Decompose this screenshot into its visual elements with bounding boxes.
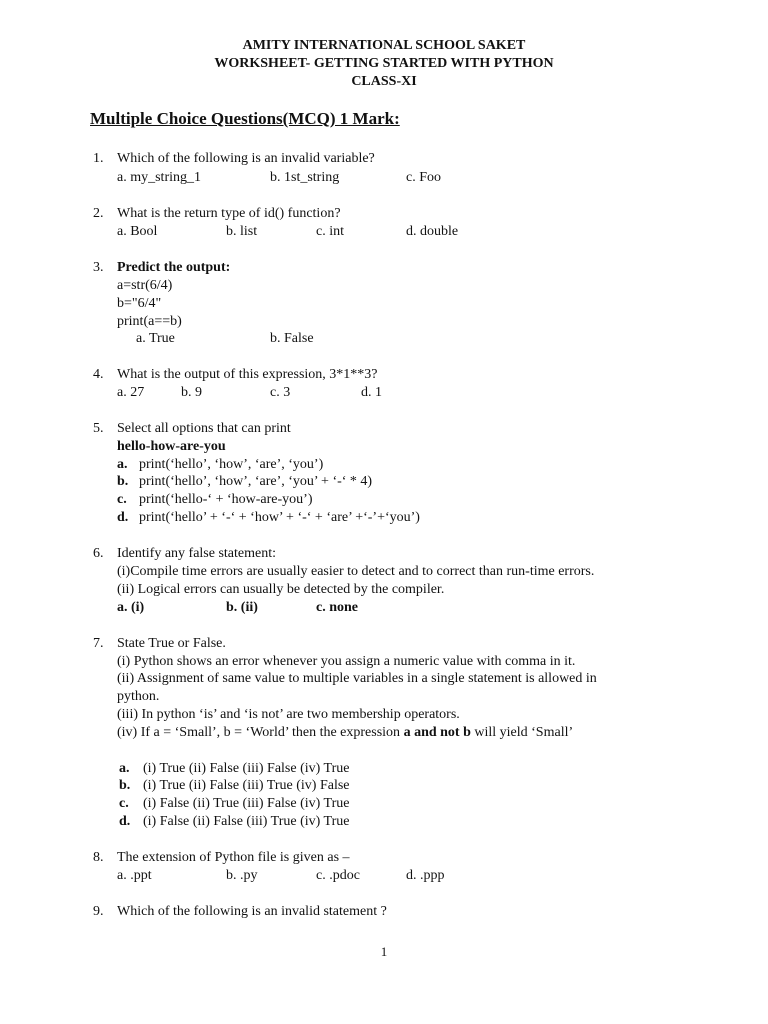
q6-statement: (ii) Logical errors can usually be detected by the compiler.	[117, 582, 445, 597]
q7-statement-iv-post: will yield ‘Small’	[470, 725, 574, 740]
q1-option-b: b. 1st_string	[270, 170, 340, 185]
q5-option-a-letter: a.	[117, 457, 128, 472]
q7-option-d-letter: d.	[119, 814, 131, 829]
q7-option-d-text: (i) False (ii) False (iii) True (iv) True	[143, 814, 350, 829]
q7-option-a-letter: a.	[119, 761, 130, 776]
q6-option-a: a. (i)	[117, 600, 145, 615]
q3-text: Predict the output:	[117, 260, 231, 275]
q1-text: Which of the following is an invalid variable?	[117, 151, 375, 166]
q3-code-line: b="6/4"	[117, 296, 162, 311]
q3-option-b: b. False	[270, 331, 314, 346]
q2-text: What is the return type of id() function?	[117, 206, 341, 221]
q5-option-b-letter: b.	[117, 474, 129, 489]
q2-option-d: d. double	[406, 224, 459, 239]
q6-text: Identify any false statement:	[117, 546, 276, 561]
q4-option-a: a. 27	[117, 385, 145, 400]
q6-number: 6.	[93, 546, 104, 561]
q5-number: 5.	[93, 421, 104, 436]
q7-option-c-text: (i) False (ii) True (iii) False (iv) True	[143, 796, 350, 811]
q5-option-d-letter: d.	[117, 510, 129, 525]
q7-number: 7.	[93, 636, 104, 651]
q4-option-b: b. 9	[181, 385, 202, 400]
q6-statement: (i)Compile time errors are usually easier to detect and to correct than run-time errors.	[117, 564, 595, 579]
q2-option-b: b. list	[226, 224, 258, 239]
q4-text: What is the output of this expression, 3*1**3?	[117, 367, 378, 382]
q5-option-c-letter: c.	[117, 492, 127, 507]
q3-option-a: a. True	[136, 331, 175, 346]
q9-text: Which of the following is an invalid statement ?	[117, 904, 387, 919]
q5-option-d-text: print(‘hello’ + ‘-‘ + ‘how’ + ‘-‘ + ‘are’ +‘-’+‘you’)	[139, 510, 420, 525]
q4-option-d: d. 1	[361, 385, 382, 400]
q5-option-c-text: print(‘hello-‘ + ‘how-are-you’)	[139, 492, 313, 507]
q7-statement: (ii) Assignment of same value to multiple variables in a single statement is allowed in	[117, 671, 597, 686]
q8-number: 8.	[93, 850, 104, 865]
q4-number: 4.	[93, 367, 104, 382]
section-title: Multiple Choice Questions(MCQ) 1 Mark:	[90, 109, 400, 128]
q7-option-c-letter: c.	[119, 796, 129, 811]
q6-option-c: c. none	[316, 600, 358, 615]
q1-number: 1.	[93, 151, 104, 166]
q5-target-output: hello-how-are-you	[117, 439, 226, 454]
q5-option-b-text: print(‘hello’, ‘how’, ‘are’, ‘you’ + ‘-‘ * 4)	[139, 474, 373, 489]
q7-statement: (i) Python shows an error whenever you assign a numeric value with comma in it.	[117, 654, 576, 669]
q7-option-b-letter: b.	[119, 778, 131, 793]
q5-text: Select all options that can print	[117, 421, 291, 436]
q4-option-c: c. 3	[270, 385, 291, 400]
q7-option-a-text: (i) True (ii) False (iii) False (iv) True	[143, 761, 350, 776]
page-number: 1	[380, 944, 388, 959]
worksheet-title: WORKSHEET- GETTING STARTED WITH PYTHON	[214, 56, 554, 71]
q1-option-a: a. my_string_1	[117, 170, 201, 185]
q7-option-b-text: (i) True (ii) False (iii) True (iv) False	[143, 778, 350, 793]
q3-code-line: print(a==b)	[117, 314, 182, 329]
q7-statement: python.	[117, 689, 160, 704]
q3-number: 3.	[93, 260, 104, 275]
q7-text: State True or False.	[117, 636, 226, 651]
q9-number: 9.	[93, 904, 104, 919]
class-label: CLASS-XI	[351, 74, 417, 89]
school-name: AMITY INTERNATIONAL SCHOOL SAKET	[242, 38, 526, 53]
q7-statement-iv-pre: (iv) If a = ‘Small’, b = ‘World’ then the expression	[117, 725, 404, 740]
q2-number: 2.	[93, 206, 104, 221]
q2-option-a: a. Bool	[117, 224, 158, 239]
q8-text: The extension of Python file is given as –	[117, 850, 350, 865]
q6-option-b: b. (ii)	[226, 600, 258, 615]
q3-code-line: a=str(6/4)	[117, 278, 173, 293]
q2-option-c: c. int	[316, 224, 344, 239]
q8-option-d: d. .ppp	[406, 868, 445, 883]
q8-option-a: a. .ppt	[117, 868, 152, 883]
q7-statement-iv-expression: a and not b	[403, 725, 471, 740]
q7-statement: (iii) In python ‘is’ and ‘is not’ are two membership operators.	[117, 707, 460, 722]
q8-option-c: c. .pdoc	[316, 868, 360, 883]
q7-statement-iv	[117, 724, 573, 741]
q8-option-b: b. .py	[226, 868, 258, 883]
q5-option-a-text: print(‘hello’, ‘how’, ‘are’, ‘you’)	[139, 457, 324, 472]
q1-option-c: c. Foo	[406, 170, 441, 185]
